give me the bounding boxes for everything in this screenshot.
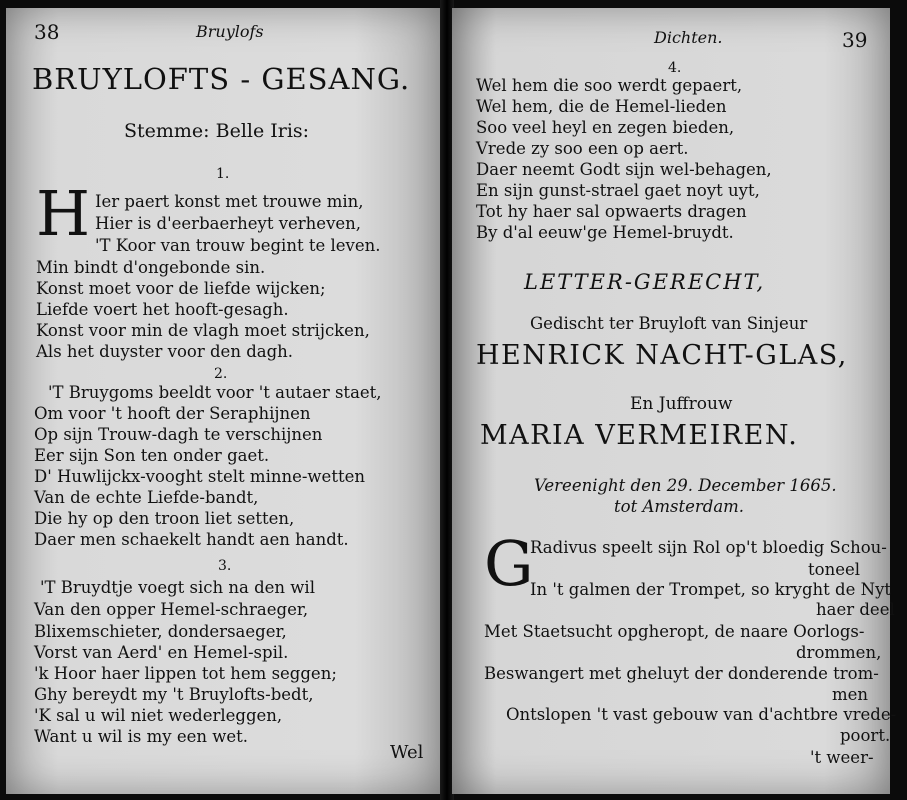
verse-line: Soo veel heyl en zegen bieden, — [476, 118, 735, 137]
verse-line: Als het duyster voor den dagh. — [36, 342, 294, 361]
verse-line: Konst moet voor de liefde wijcken; — [36, 279, 326, 298]
stanza-number-3: 3. — [218, 558, 232, 574]
section-heading: LETTER-GERECHT, — [524, 270, 766, 294]
verse-line: Om voor 't hooft der Seraphijnen — [34, 404, 311, 423]
verse-line: In 't galmen der Trompet, so kryght de Nyt — [530, 580, 892, 599]
verse-line: Vrede zy soo een op aert. — [476, 139, 689, 158]
verse-line: 'K sal u wil niet wederleggen, — [34, 706, 283, 725]
verse-line: Van den opper Hemel-schraeger, — [34, 600, 309, 619]
verse-line: Daer neemt Godt sijn wel-behagen, — [476, 160, 772, 179]
drop-cap-g: G — [484, 527, 534, 600]
verse-line: Van de echte Liefde-bandt, — [34, 488, 259, 507]
en-juffrouw: En Juffrouw — [630, 394, 733, 414]
page-number-left: 38 — [34, 20, 60, 44]
verse-line: Radivus speelt sijn Rol op't bloedig Schou- — [530, 538, 887, 557]
date-line: Vereenight den 29. December 1665. — [534, 476, 837, 495]
verse-line: Beswangert met gheluyt der donderende trom- — [484, 664, 879, 683]
verse-line: toneel — [808, 560, 860, 579]
verse-line: Want u wil is my een wet. — [34, 727, 249, 746]
verse-line: Wel hem die soo werdt gepaert, — [476, 76, 743, 95]
verse-line: Konst voor min de vlagh moet strijcken, — [36, 321, 370, 340]
verse-line: Die hy op den troon liet setten, — [34, 509, 295, 528]
stanza-number-1: 1. — [216, 166, 230, 182]
verse-line: Wel hem, die de Hemel-lieden — [476, 97, 727, 116]
verse-line: men — [832, 685, 869, 704]
verse-line: 'T Bruygoms beeldt voor 't autaer staet, — [48, 383, 382, 402]
verse-line: Ier paert konst met trouwe min, — [95, 192, 364, 211]
verse-line: Liefde voert het hooft-gesagh. — [36, 300, 289, 319]
verse-line: Ontslopen 't vast gebouw van d'achtbre vrede- — [506, 705, 897, 724]
dedication-line: Gedischt ter Bruyloft van Sinjeur — [530, 314, 808, 333]
verse-line: Blixemschieter, dondersaeger, — [34, 622, 287, 641]
drop-cap-h: H — [36, 177, 91, 250]
page-number-right: 39 — [842, 28, 868, 52]
stanza-number-2: 2. — [214, 366, 228, 382]
verse-line: By d'al eeuw'ge Hemel-bruydt. — [476, 223, 734, 242]
verse-line: Min bindt d'ongebonde sin. — [36, 258, 266, 277]
running-head-right: Dichten. — [654, 28, 723, 47]
verse-line: Vorst van Aerd' en Hemel-spil. — [34, 643, 289, 662]
verse-line: Met Staetsucht opgheropt, de naare Oorlogs- — [484, 622, 865, 641]
bride-name: MARIA VERMEIREN. — [480, 420, 799, 451]
place-line: tot Amsterdam. — [614, 497, 745, 516]
catchword-left: Wel — [390, 742, 424, 763]
groom-name: HENRICK NACHT-GLAS, — [476, 340, 848, 371]
verse-line: 'T Bruydtje voegt sich na den wil — [40, 578, 315, 597]
verse-line: Op sijn Trouw-dagh te verschijnen — [34, 425, 323, 444]
verse-line: drommen, — [796, 643, 882, 662]
verse-line: 'T Koor van trouw begint te leven. — [95, 236, 381, 255]
verse-line: Hier is d'eerbaerheyt verheven, — [95, 214, 362, 233]
page-title: BRUYLOFTS - GESANG. — [32, 62, 411, 96]
verse-line: poort. — [840, 726, 891, 745]
verse-line: Ghy bereydt my 't Bruylofts-bedt, — [34, 685, 314, 704]
running-head-left: Bruylofs — [196, 22, 264, 41]
verse-line: Tot hy haer sal opwaerts dragen — [476, 202, 747, 221]
verse-line: 'k Hoor haer lippen tot hem seggen; — [34, 664, 337, 683]
verse-line: Daer men schaekelt handt aen handt. — [34, 530, 349, 549]
verse-line: haer deel — [816, 600, 895, 619]
verse-line: D' Huwlijckx-vooght stelt minne-wetten — [34, 467, 365, 486]
verse-line: En sijn gunst-strael gaet noyt uyt, — [476, 181, 760, 200]
stanza-number-4: 4. — [668, 60, 682, 76]
stemme-line: Stemme: Belle Iris: — [124, 120, 310, 142]
catchword-right: 't weer- — [810, 748, 874, 767]
verse-line: Eer sijn Son ten onder gaet. — [34, 446, 270, 465]
